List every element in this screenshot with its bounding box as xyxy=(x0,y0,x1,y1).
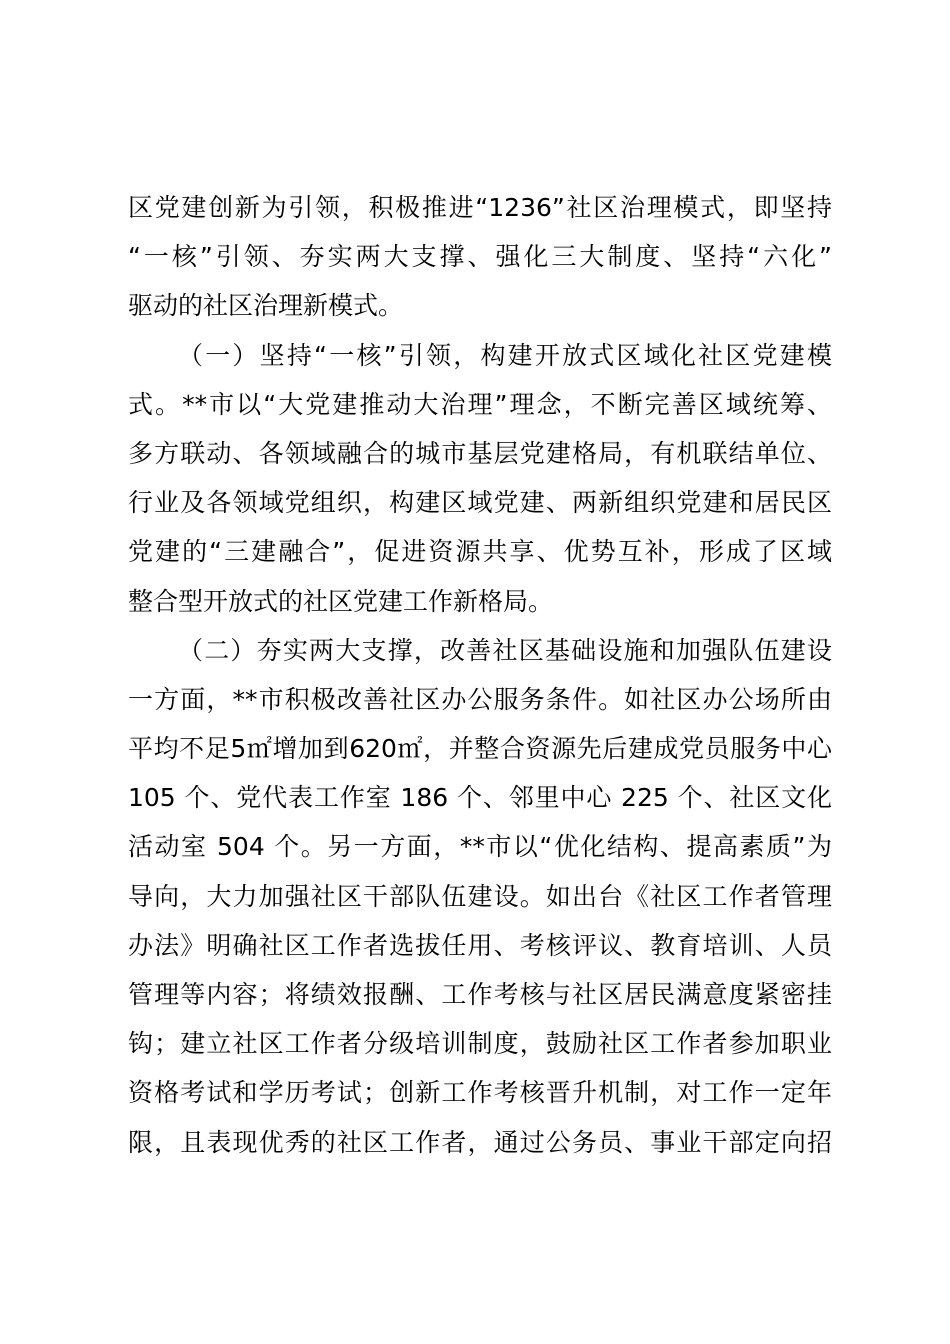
text-line: 式。**市以“大党建推动大治理”理念，不断完善区域统筹、 xyxy=(128,389,832,419)
text-line: 行业及各领域党组织，构建区域党建、两新组织党建和居民区 xyxy=(128,488,832,518)
text-line: 管理等内容；将绩效报酬、工作考核与社区居民满意度紧密挂 xyxy=(128,980,832,1009)
text-line: 钩；建立社区工作者分级培训制度，鼓励社区工作者参加职业 xyxy=(128,1029,832,1059)
text-line: 限，且表现优秀的社区工作者，通过公务员、事业干部定向招 xyxy=(128,1127,832,1157)
text-line: 办法》明确社区工作者选拔任用、考核评议、教育培训、人员 xyxy=(128,930,832,960)
text-line: 整合型开放式的社区党建工作新格局。 xyxy=(128,586,554,616)
text-line: 驱动的社区治理新模式。 xyxy=(128,291,404,321)
text-line: 平均不足5㎡增加到620㎡，并整合资源先后建成党员服务中心 xyxy=(128,734,832,764)
text-line: 区党建创新为引领，积极推进“1236”社区治理模式，即坚持 xyxy=(128,193,832,222)
text-line: 多方联动、各领域融合的城市基层党建格局，有机联结单位、 xyxy=(128,438,832,468)
text-line: 导向，大力加强社区干部队伍建设。如出台《社区工作者管理 xyxy=(128,881,832,911)
text-line: 党建的“三建融合”，促进资源共享、优势互补，形成了区域 xyxy=(128,537,832,567)
body-text xyxy=(128,183,832,1167)
text-line: 一方面，**市积极改善社区办公服务条件。如社区办公场所由 xyxy=(128,684,832,714)
text-line: （二）夯实两大支撑，改善社区基础设施和加强队伍建设 xyxy=(178,635,832,665)
text-line: “一核”引领、夯实两大支撑、强化三大制度、坚持“六化” xyxy=(128,242,832,272)
text-line: 资格考试和学历考试；创新工作考核晋升机制，对工作一定年 xyxy=(128,1078,832,1108)
text-line: （一）坚持“一核”引领，构建开放式区域化社区党建模 xyxy=(178,340,832,370)
text-line: 105 个、党代表工作室 186 个、邻里中心 225 个、社区文化 xyxy=(128,783,832,813)
text-line: 活动室 504 个。另一方面，**市以“优化结构、提高素质”为 xyxy=(128,832,832,862)
